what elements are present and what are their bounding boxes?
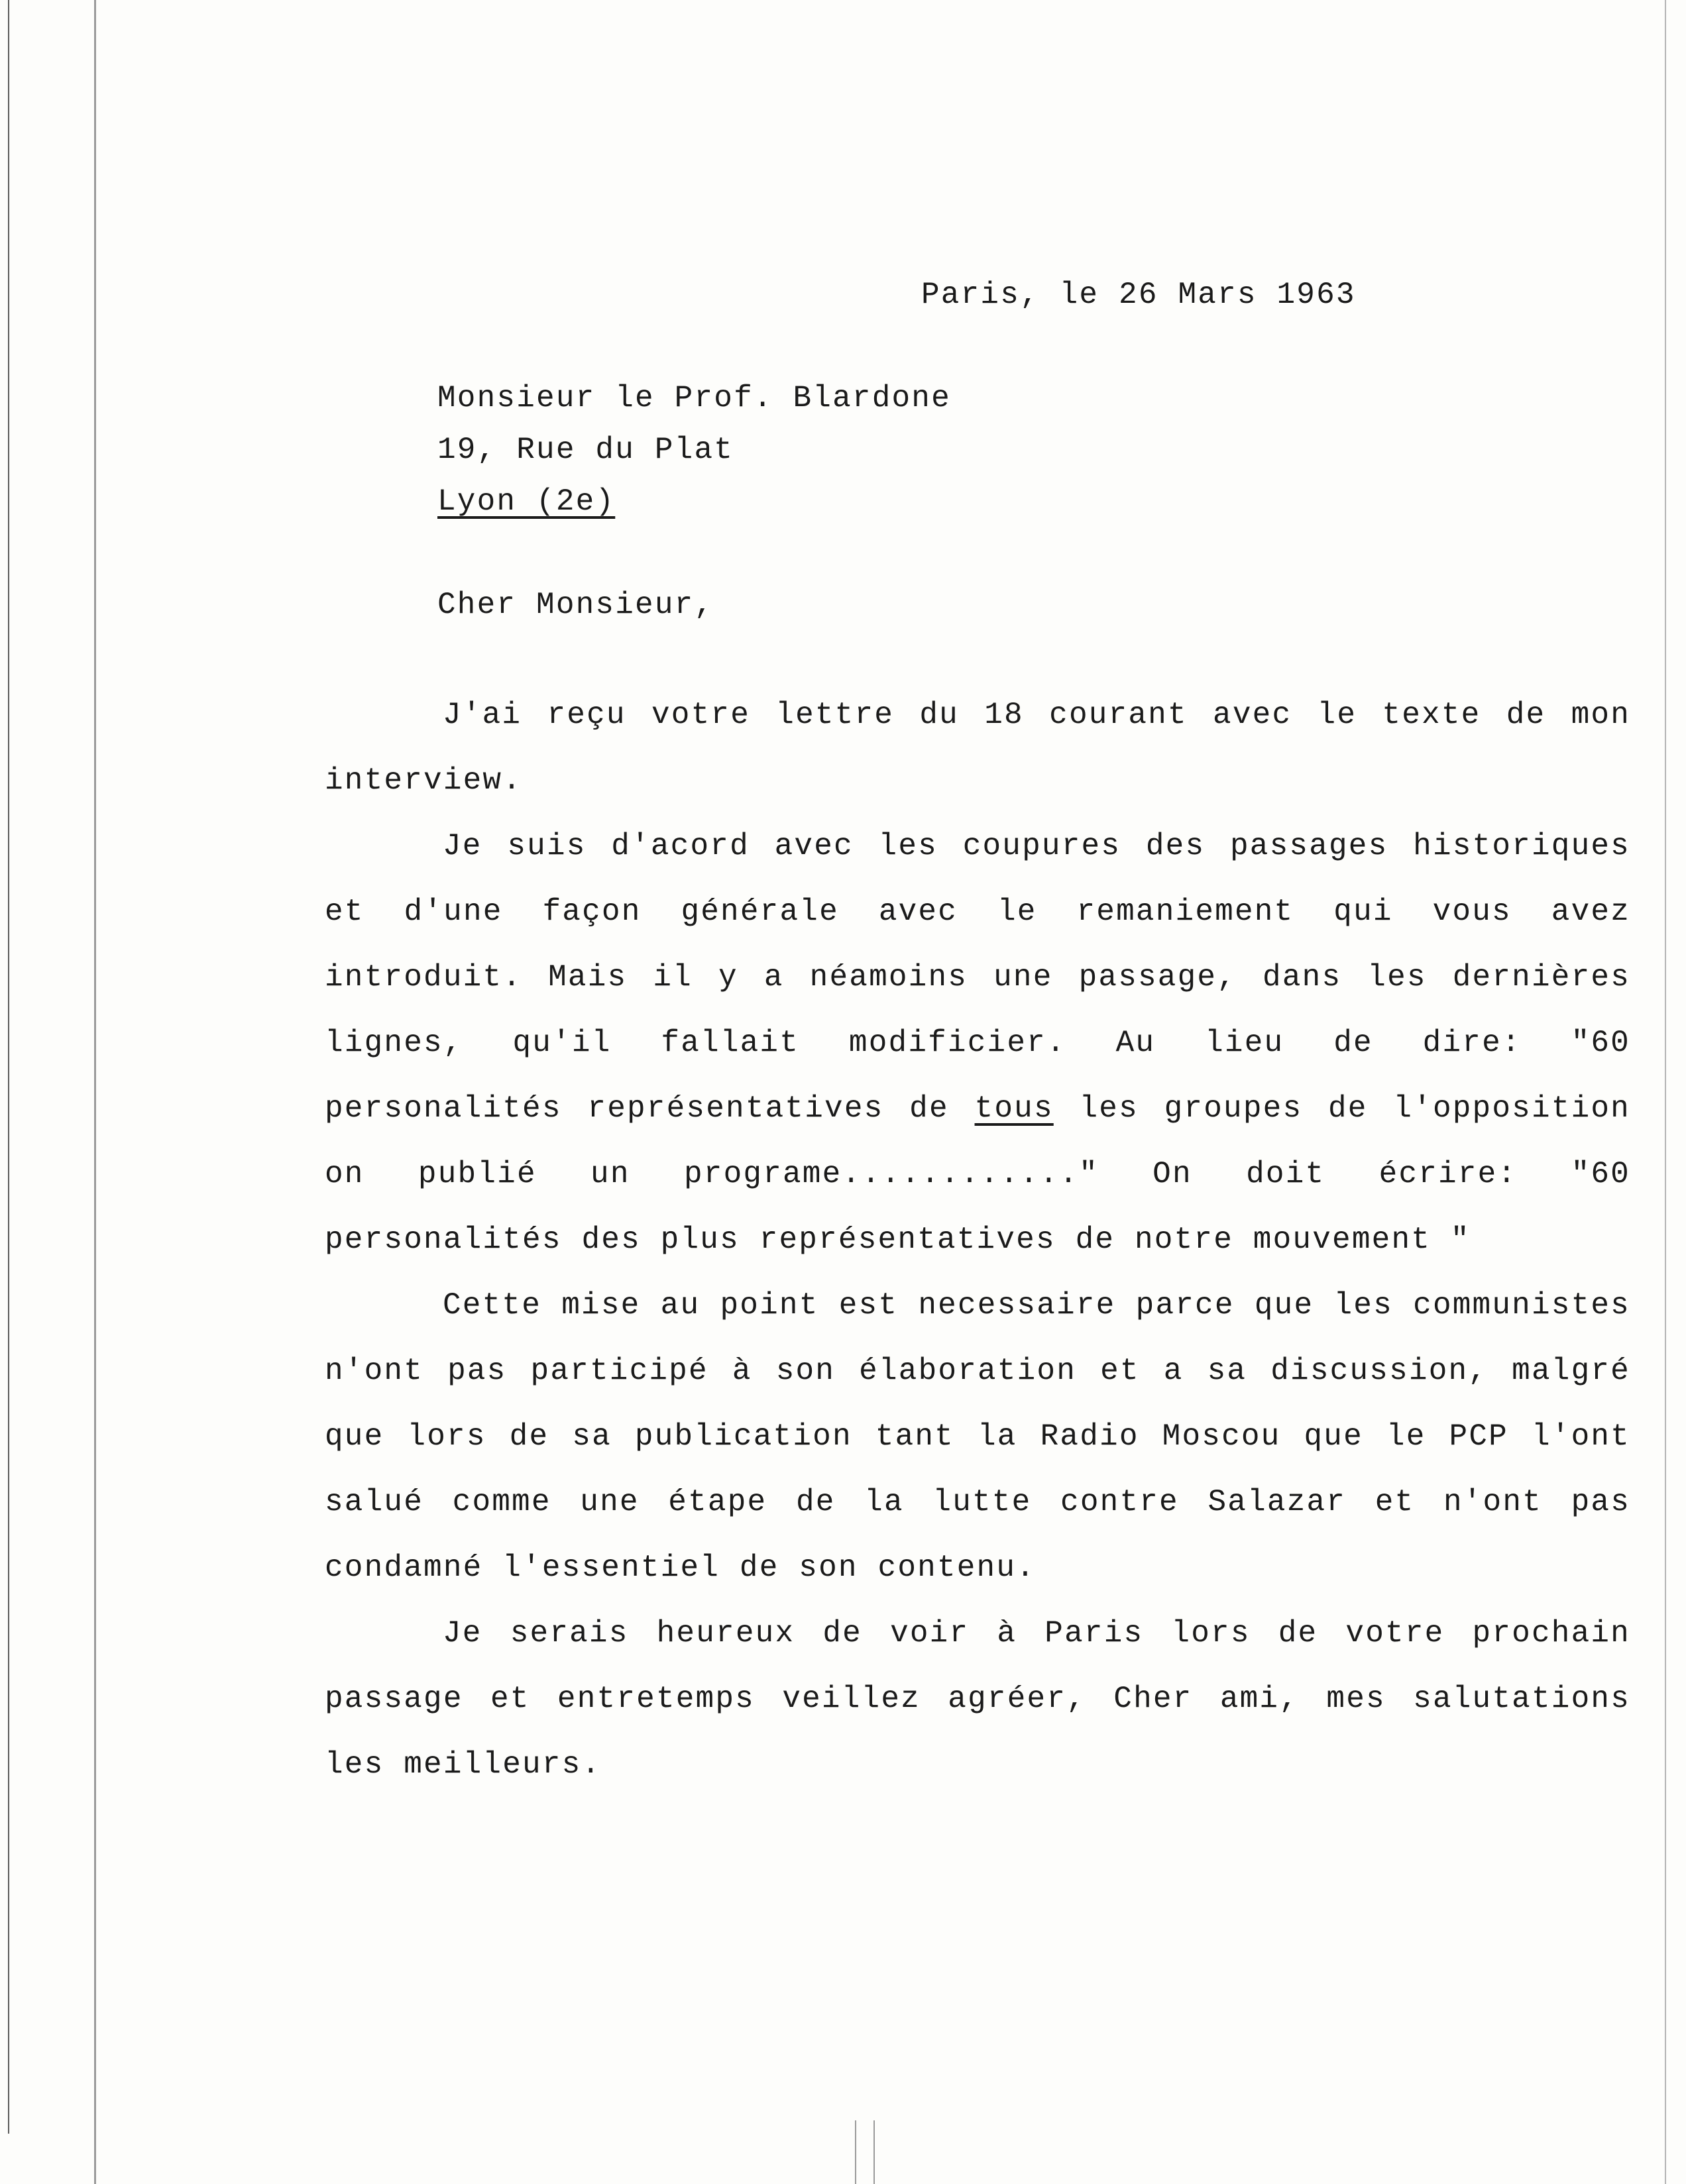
- date-line: Paris, le 26 Mars 1963: [921, 278, 1356, 312]
- paragraph-2-before: Je suis d'acord avec les coupures des passages historiques et d'une façon générale avec le remaniement qui vous avez introduit. Mais il y a néamoins une passage, dans les dernières lignes, qu'il fallait modificier. Au lieu de dire: "60 personalités représentatives de: [325, 829, 1630, 1126]
- recipient-name: Monsieur le Prof. Blardone: [437, 381, 951, 415]
- letter-body: [325, 682, 1630, 1798]
- binding-mark: [855, 2120, 875, 2184]
- paragraph-1: J'ai reçu votre lettre du 18 courant avec le texte de mon interview.: [325, 698, 1630, 798]
- underlined-word: tous: [974, 1091, 1054, 1126]
- paragraph-3: Cette mise au point est necessaire parce que les communistes n'ont pas participé à son élaboration et a sa discussion, malgré que lors de sa publication tant la Radio Moscou que le PCP l'ont salué comme une étape de la lutte contre Salazar et n'ont pas condamné l'essentiel de son contenu.: [325, 1288, 1630, 1585]
- paragraph-2-after: les groupes de l'opposition on publié un programe............" On doit écrire: "60 personalités des plus représentatives de notre mouvement ": [325, 1091, 1630, 1257]
- paragraph-2: [325, 814, 1630, 1273]
- scan-edge-left: [94, 0, 96, 2184]
- recipient-city: Lyon (2e): [437, 484, 616, 519]
- scan-edge-outer: [8, 0, 9, 2134]
- scan-edge-right: [1665, 0, 1666, 2184]
- paragraph-4: Je serais heureux de voir à Paris lors de votre prochain passage et entretemps veillez agréer, Cher ami, mes salutations les meilleurs.: [325, 1616, 1630, 1782]
- recipient-street: 19, Rue du Plat: [437, 433, 734, 467]
- salutation: Cher Monsieur,: [437, 588, 714, 622]
